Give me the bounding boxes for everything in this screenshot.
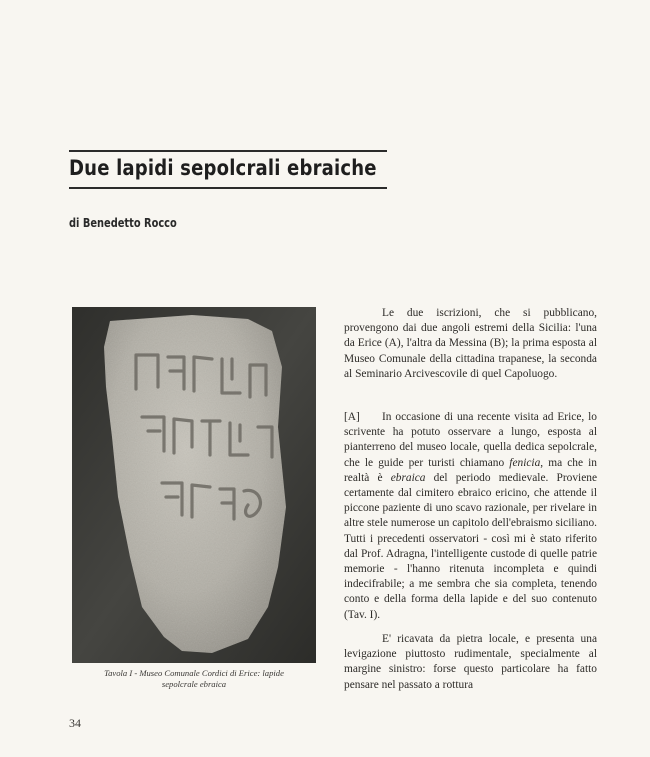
paragraph-intro: Le due iscrizioni, che si pubblicano, provengono dai due angoli estremi della Sicilia: l'una da Erice (A), l'altra da Messina (B); la prima esposta al Museo Comunale della cittadina trapanese, la seconda al Seminario Arcivescovile di quel Capoluogo.: [344, 307, 597, 380]
article-title: Due lapidi sepolcrali ebraiche: [69, 156, 377, 180]
plate-photo: [72, 307, 316, 663]
figure-caption: [68, 668, 320, 690]
section-a-emphasis-fenicia: fenicia: [509, 456, 541, 469]
caption-line-2: sepolcrale ebraica: [161, 679, 227, 689]
title-rule-bottom: [69, 187, 387, 189]
section-a-tag: [A]: [344, 411, 360, 423]
section-a-text-3: del periodo medievale. Proviene certamente dal cimitero ebraico ericino, che attende il piccone paziente di uno scavo razionale, per rivelare in altre stele numerose un capitolo dell'ebraismo siciliano. Tutti i precedenti osservatori - così mi è stato riferito dal Prof. Adragna, l'intelligente custode di quelle patrie memorie - l'hanno ritenuta incompleta e quindi indecifrabile; a me sembra che sia completa, tenendo conto e della forma della lapide e del suo contenuto (Tav. I).: [344, 471, 597, 621]
section-a-text-2: , ma che in realtà è: [344, 456, 597, 484]
section-a-text-1: In occasione di una recente visita ad Erice, lo scrivente ha potuto osservare a lungo, esposta al pianterreno del museo locale, quella dedica sepolcrale, che le guide per turisti chiamano: [344, 411, 597, 469]
page-number: 34: [69, 716, 81, 730]
caption-line-1: Tavola I - Museo Comunale Cordici di Erice: lapide: [104, 668, 284, 678]
title-rule-top: [69, 150, 387, 152]
paragraph-description: E' ricavata da pietra locale, e presenta una levigazione piuttosto rudimentale, specialmente al margine sinistro: forse questo particolare ha fatto pensare nel passato a rottura: [344, 633, 597, 691]
tombstone-image: [72, 307, 316, 663]
article-author: di Benedetto Rocco: [69, 216, 177, 230]
section-a-emphasis-ebraica: ebraica: [390, 471, 426, 484]
paragraph-section-a: [344, 410, 597, 623]
